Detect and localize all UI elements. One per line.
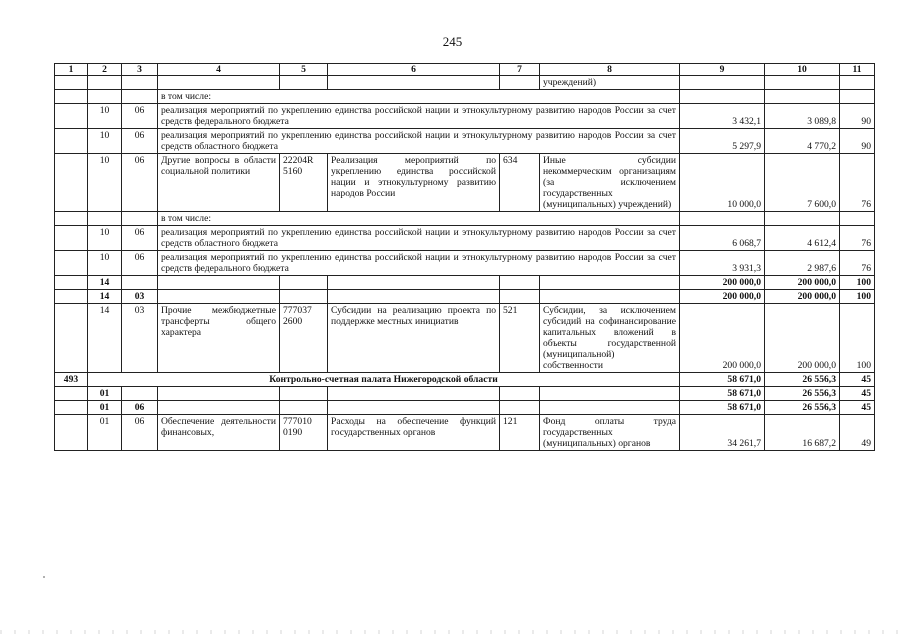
actual-value: 2 987,6 (765, 251, 840, 276)
ministry-title: Контрольно-счетная палата Нижегородской области (88, 373, 680, 387)
percent-value: 45 (840, 373, 875, 387)
actual-value: 26 556,3 (765, 401, 840, 415)
percent-value: 90 (840, 104, 875, 129)
section-code: 10 (88, 226, 122, 251)
section-code: 01 (88, 415, 122, 451)
percent-value: 45 (840, 387, 875, 401)
expense-type-code: 634 (500, 154, 540, 212)
target-article-name: Реализация мероприятий по укреплению единства российской нации и этнокультурному развитию народов России (328, 154, 500, 212)
table-row (55, 251, 875, 276)
table-row (55, 212, 875, 226)
plan-value: 200 000,0 (680, 290, 765, 304)
page-number: 245 (442, 34, 463, 49)
subsection-code: 06 (122, 251, 158, 276)
table-row (55, 76, 875, 90)
section-code: 01 (88, 401, 122, 415)
function-name: Прочие межбюджетные трансферты общего характера (158, 304, 280, 373)
recipient-cell: учреждений) (540, 76, 680, 90)
actual-value: 200 000,0 (765, 304, 840, 373)
table-row (55, 104, 875, 129)
row-description: реализация мероприятий по укреплению единства российской нации и этнокультурному развитию народов России за счет средств областного бюджета (158, 226, 680, 251)
section-code: 14 (88, 276, 122, 290)
header-cell: 8 (540, 64, 680, 76)
expense-type-name: Субсидии, за исключением субсидий на софинансирование капитальных вложений в объекты государственной (муниципальной) собственности (540, 304, 680, 373)
table-row (55, 226, 875, 251)
target-article-code: 22204R 5160 (280, 154, 328, 212)
row-description: реализация мероприятий по укреплению единства российской нации и этнокультурному развитию народов России за счет средств федерального бюджета (158, 251, 680, 276)
section-code: 10 (88, 154, 122, 212)
percent-value: 45 (840, 401, 875, 415)
plan-value: 5 297,9 (680, 129, 765, 154)
section-code: 14 (88, 304, 122, 373)
table-header-row (55, 64, 875, 76)
header-cell: 5 (280, 64, 328, 76)
subsection-code: 06 (122, 104, 158, 129)
subsection-code: 06 (122, 401, 158, 415)
target-article-code: 777037 2600 (280, 304, 328, 373)
table-row (55, 373, 875, 387)
actual-value: 4 612,4 (765, 226, 840, 251)
subsection-code: 06 (122, 129, 158, 154)
actual-value: 7 600,0 (765, 154, 840, 212)
table-row (55, 304, 875, 373)
plan-value: 200 000,0 (680, 304, 765, 373)
scan-noise (0, 630, 905, 634)
actual-value: 4 770,2 (765, 129, 840, 154)
header-cell: 4 (158, 64, 280, 76)
subsection-code: 06 (122, 154, 158, 212)
plan-value: 10 000,0 (680, 154, 765, 212)
percent-value: 49 (840, 415, 875, 451)
header-cell: 11 (840, 64, 875, 76)
header-cell: 6 (328, 64, 500, 76)
percent-value: 76 (840, 154, 875, 212)
header-cell: 10 (765, 64, 840, 76)
percent-value: 76 (840, 251, 875, 276)
subsection-code: 03 (122, 290, 158, 304)
section-code: 01 (88, 387, 122, 401)
percent-value: 76 (840, 226, 875, 251)
actual-value: 200 000,0 (765, 276, 840, 290)
percent-value: 90 (840, 129, 875, 154)
plan-value: 34 261,7 (680, 415, 765, 451)
table-row (55, 387, 875, 401)
subgroup-label: в том числе: (158, 212, 680, 226)
section-code: 10 (88, 251, 122, 276)
percent-value: 100 (840, 304, 875, 373)
actual-value: 16 687,2 (765, 415, 840, 451)
row-description: реализация мероприятий по укреплению единства российской нации и этнокультурному развитию народов России за счет средств федерального бюджета (158, 104, 680, 129)
actual-value: 26 556,3 (765, 387, 840, 401)
header-cell: 1 (55, 64, 88, 76)
subsection-code: 06 (122, 415, 158, 451)
table-row (55, 401, 875, 415)
actual-value: 200 000,0 (765, 290, 840, 304)
table-row (55, 129, 875, 154)
plan-value: 58 671,0 (680, 373, 765, 387)
header-cell: 2 (88, 64, 122, 76)
plan-value: 6 068,7 (680, 226, 765, 251)
expense-type-name: Иные субсидии некоммерческим организациям (за исключением государственных (муниципальных) учреждений) (540, 154, 680, 212)
header-cell: 7 (500, 64, 540, 76)
subsection-code: 03 (122, 304, 158, 373)
section-code: 10 (88, 129, 122, 154)
function-name: Другие вопросы в области социальной политики (158, 154, 280, 212)
plan-value: 3 432,1 (680, 104, 765, 129)
subsection-code: 06 (122, 226, 158, 251)
scan-speck (43, 576, 45, 578)
target-article-code: 777010 0190 (280, 415, 328, 451)
section-code: 14 (88, 290, 122, 304)
subgroup-label: в том числе: (158, 90, 680, 104)
expense-type-code: 121 (500, 415, 540, 451)
percent-value: 100 (840, 290, 875, 304)
table-row (55, 90, 875, 104)
actual-value: 26 556,3 (765, 373, 840, 387)
expense-type-code: 521 (500, 304, 540, 373)
plan-value: 58 671,0 (680, 387, 765, 401)
target-article-name: Расходы на обеспечение функций государственных органов (328, 415, 500, 451)
target-article-name: Субсидии на реализацию проекта по поддержке местных инициатив (328, 304, 500, 373)
ministry-code: 493 (55, 373, 88, 387)
expense-type-name: Фонд оплаты труда государственных (муниципальных) органов (540, 415, 680, 451)
plan-value: 58 671,0 (680, 401, 765, 415)
percent-value: 100 (840, 276, 875, 290)
header-cell: 9 (680, 64, 765, 76)
table-row (55, 276, 875, 290)
plan-value: 3 931,3 (680, 251, 765, 276)
table-row (55, 154, 875, 212)
table-row (55, 290, 875, 304)
row-description: реализация мероприятий по укреплению единства российской нации и этнокультурному развитию народов России за счет средств областного бюджета (158, 129, 680, 154)
table-row (55, 415, 875, 451)
function-name: Обеспечение деятельности финансовых, (158, 415, 280, 451)
plan-value: 200 000,0 (680, 276, 765, 290)
actual-value: 3 089,8 (765, 104, 840, 129)
budget-table (54, 63, 875, 451)
header-cell: 3 (122, 64, 158, 76)
section-code: 10 (88, 104, 122, 129)
